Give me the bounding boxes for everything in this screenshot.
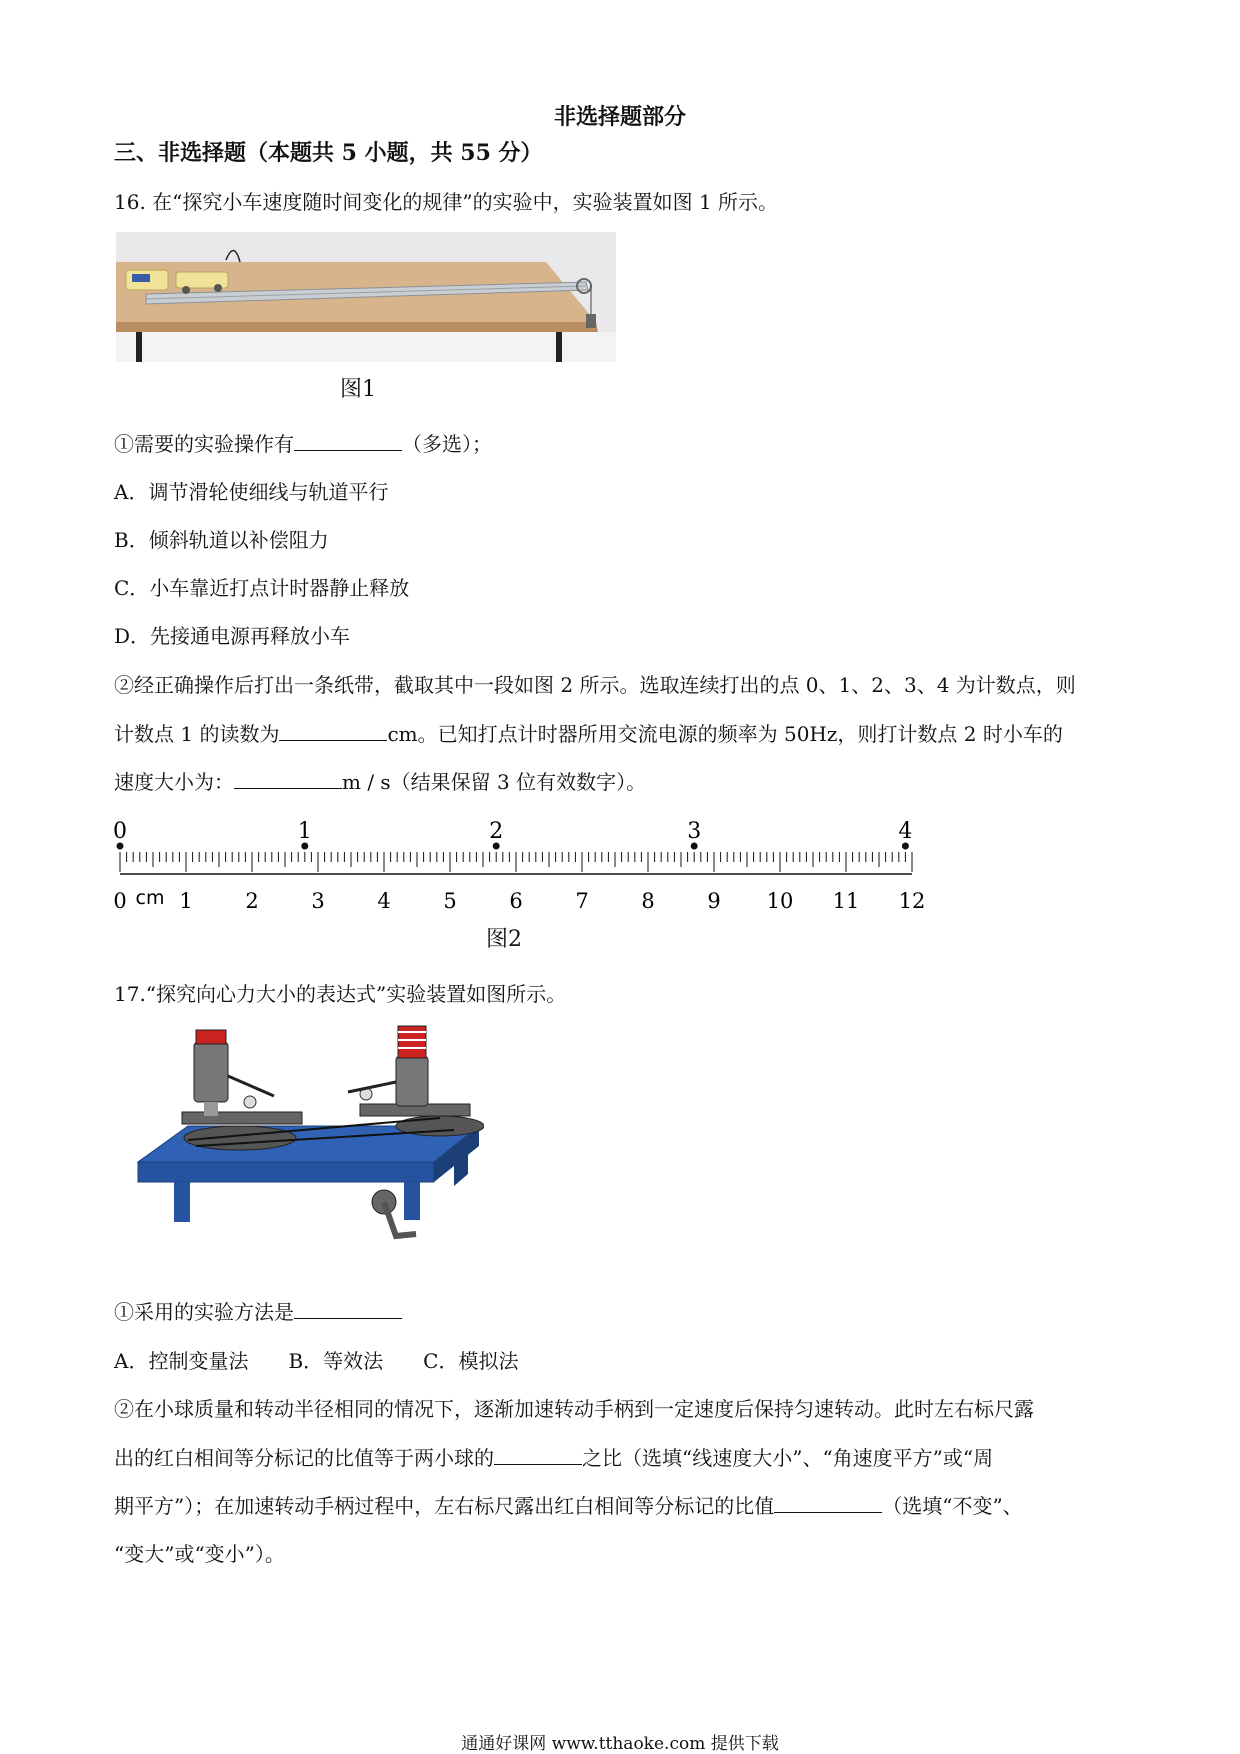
q17-part2-line3-prefix: 期平方”）；在加速转动手柄过程中，左右标尺露出红白相间等分标记的比值	[114, 1494, 775, 1518]
q17-ratio-quantity-blank[interactable]	[494, 1446, 582, 1465]
q17-part2-line4: “变大”或“变小”）。	[114, 1542, 285, 1566]
q17-ratio-change-blank[interactable]	[774, 1494, 882, 1513]
ruler-scale-label: 8	[641, 889, 655, 913]
q16-part1-suffix: （多选）；	[402, 432, 492, 456]
footer-source-note: 通通好课网 www.tthaoke.com 提供下载	[461, 1734, 779, 1754]
figure2-caption: 图2	[486, 927, 522, 952]
q17-options: A．控制变量法 B．等效法 C．模拟法	[114, 1349, 519, 1373]
ruler-scale-label: 4	[377, 889, 391, 913]
q16-part2-line3-suffix: m / s（结果保留 3 位有效数字）。	[342, 770, 647, 794]
centripetal-force-apparatus-diagram	[134, 1022, 484, 1266]
ruler-scale-label: 10	[766, 889, 794, 913]
section-heading: 三、非选择题（本题共 5 小题，共 55 分）	[114, 140, 543, 166]
section-title: 非选择题部分	[553, 104, 686, 130]
ruler-scale-label: 3	[311, 889, 325, 913]
ruler-scale-label: 6	[509, 889, 523, 913]
q17-stem: 17.“探究向心力大小的表达式”实验装置如图所示。	[114, 982, 567, 1006]
q16-speed-answer-blank[interactable]	[234, 770, 342, 789]
q16-part2-line2-prefix: 计数点 1 的读数为	[114, 722, 280, 746]
figure2-ruler	[104, 818, 944, 918]
ruler-scale-label: 5	[443, 889, 457, 913]
q16-stem: 16. 在“探究小车速度随时间变化的规律”的实验中，实验装置如图 1 所示。	[114, 190, 779, 214]
q16-option-c: C．小车靠近打点计时器静止释放	[114, 576, 410, 600]
q17-part1-prefix: ①采用的实验方法是	[114, 1300, 294, 1324]
count-point-label: 2	[489, 819, 504, 844]
count-point-label: 4	[898, 819, 913, 844]
count-point-label: 1	[297, 819, 312, 844]
q16-option-b: B．倾斜轨道以补偿阻力	[114, 528, 329, 552]
ruler-scale-label: 12	[898, 889, 926, 913]
count-point-label: 0	[113, 819, 127, 844]
q17-part2-line1: ②在小球质量和转动半径相同的情况下，逐渐加速转动手柄到一定速度后保持匀速转动。此时左右标尺露	[114, 1397, 1034, 1421]
q17-part2-line3	[114, 1490, 1023, 1519]
count-point-label: 3	[687, 819, 702, 844]
ruler-svg	[104, 818, 944, 914]
q16-reading-answer-blank[interactable]	[279, 722, 387, 741]
q16-part1	[114, 428, 492, 457]
q17-part2-line3-suffix: （选填“不变”、	[882, 1494, 1023, 1518]
q16-option-d: D．先接通电源再释放小车	[114, 624, 351, 648]
q17-part2-line2-prefix: 出的红白相间等分标记的比值等于两小球的	[114, 1446, 494, 1470]
figure1-track-photo	[116, 232, 616, 366]
ruler-scale-label: 1	[179, 889, 193, 913]
ruler-scale-label: 11	[832, 889, 860, 913]
ruler-scale-label: 7	[575, 889, 589, 913]
q17-part1	[114, 1296, 402, 1325]
q16-part1-prefix: ①需要的实验操作有	[114, 432, 294, 456]
q16-part2-line1: ②经正确操作后打出一条纸带，截取其中一段如图 2 所示。选取连续打出的点 0、1、2、3、4 为计数点，则	[114, 673, 1076, 697]
q17-part2-line2	[114, 1442, 993, 1471]
figure1-caption: 图1	[340, 377, 376, 402]
q16-part2-line3-prefix: 速度大小为：	[114, 770, 234, 794]
q17-method-answer-blank[interactable]	[294, 1300, 402, 1319]
q16-part2-line3	[114, 766, 646, 795]
q17-part2-line2-suffix: 之比（选填“线速度大小”、“角速度平方”或“周	[582, 1446, 994, 1470]
ruler-scale-label: 0	[113, 889, 127, 913]
ruler-unit-label: cm	[135, 887, 165, 909]
q16-option-a: A．调节滑轮使细线与轨道平行	[114, 480, 389, 504]
q16-part2-line2-suffix: cm。已知打点计时器所用交流电源的频率为 50Hz，则打计数点 2 时小车的	[387, 722, 1063, 746]
ruler-scale-label: 2	[245, 889, 259, 913]
q16-part1-answer-blank[interactable]	[294, 432, 402, 451]
q16-part2-line2	[114, 718, 1063, 747]
ruler-scale-label: 9	[707, 889, 721, 913]
